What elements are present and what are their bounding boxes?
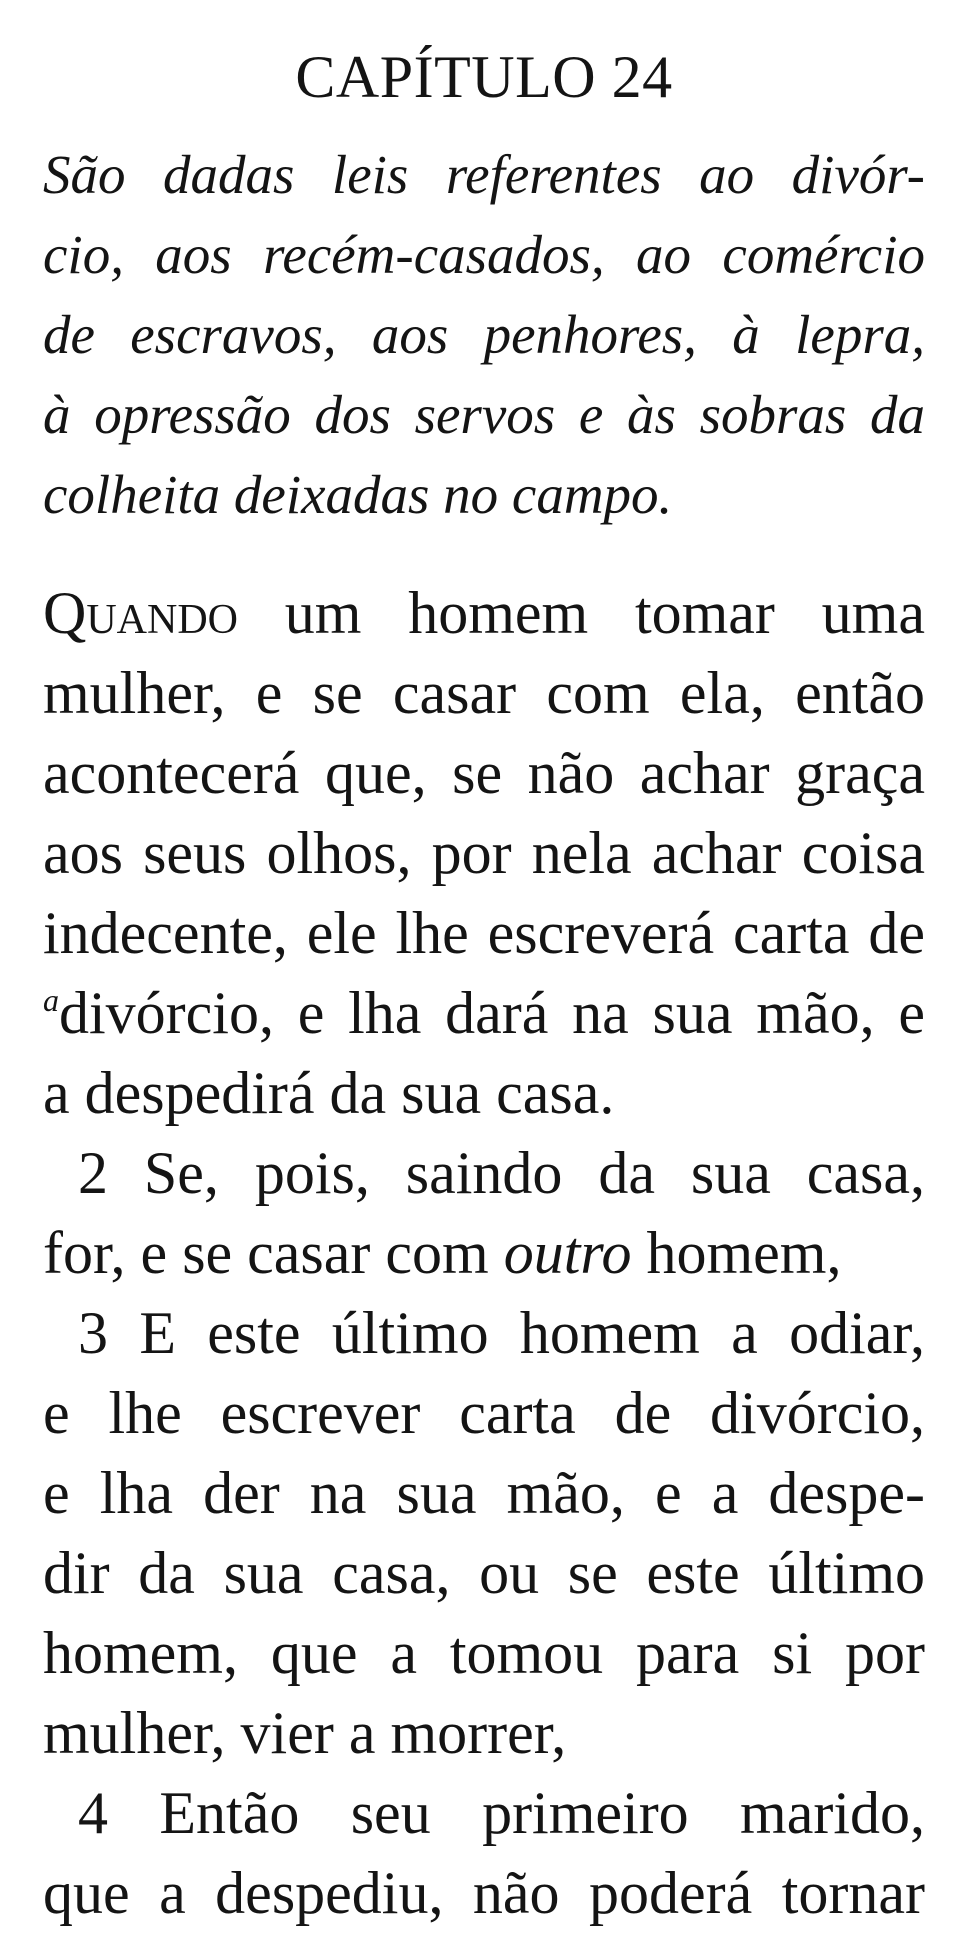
summary-line: colheita deixadas no campo. — [43, 464, 673, 525]
verse-line: dir da sua casa, ou se este último — [43, 1540, 925, 1606]
verse-text: for, e se casar com — [43, 1220, 504, 1286]
verse-line: e lha der na sua mão, e a despe- — [43, 1460, 925, 1526]
summary-line: à opressão dos servos e às sobras da — [43, 384, 925, 445]
verse-line — [43, 973, 925, 1053]
verse-text: divórcio, e lha dará na sua mão, e — [59, 980, 925, 1046]
verse-line: homem, que a tomou para si por — [43, 1620, 925, 1686]
verse-text: um homem tomar uma — [238, 580, 925, 646]
verse-1-first-word: Quando — [43, 580, 238, 646]
verse-line — [43, 1213, 925, 1293]
verse-line: acontecerá que, se não achar graça — [43, 740, 925, 806]
verse-line: mulher, vier a morrer, — [43, 1700, 567, 1766]
verse-1 — [43, 573, 925, 1133]
verse-2 — [43, 1133, 925, 1293]
summary-line: São dadas leis referentes ao divór- — [43, 144, 925, 205]
verse-line — [43, 573, 925, 653]
scripture-page — [43, 0, 925, 1933]
verse-3 — [43, 1293, 925, 1773]
verse-line: 2 Se, pois, saindo da sua casa, — [78, 1140, 925, 1206]
footnote-marker[interactable]: a — [43, 982, 59, 1018]
summary-line: cio, aos recém-casados, ao comércio — [43, 224, 925, 285]
summary-line: de escravos, aos penhores, à lepra, — [43, 304, 925, 365]
verse-text: homem, — [631, 1220, 842, 1286]
verse-line: a despedirá da sua casa. — [43, 1060, 615, 1126]
chapter-title: CAPÍTULO 24 — [295, 44, 673, 110]
verses — [43, 573, 925, 1933]
verse-4 — [43, 1773, 925, 1933]
verse-line: 3 E este último homem a odiar, — [78, 1300, 925, 1366]
italic-word: outro — [503, 1220, 632, 1286]
verse-line: mulher, e se casar com ela, então — [43, 660, 925, 726]
verse-line: que a despediu, não poderá tornar — [43, 1860, 925, 1926]
verse-line: 4 Então seu primeiro marido, — [78, 1780, 925, 1846]
verse-line: aos seus olhos, por nela achar coisa — [43, 820, 925, 886]
chapter-summary — [43, 135, 925, 535]
verse-line: e lhe escrever carta de divórcio, — [43, 1380, 925, 1446]
verse-line: indecente, ele lhe escreverá carta de — [43, 900, 925, 966]
